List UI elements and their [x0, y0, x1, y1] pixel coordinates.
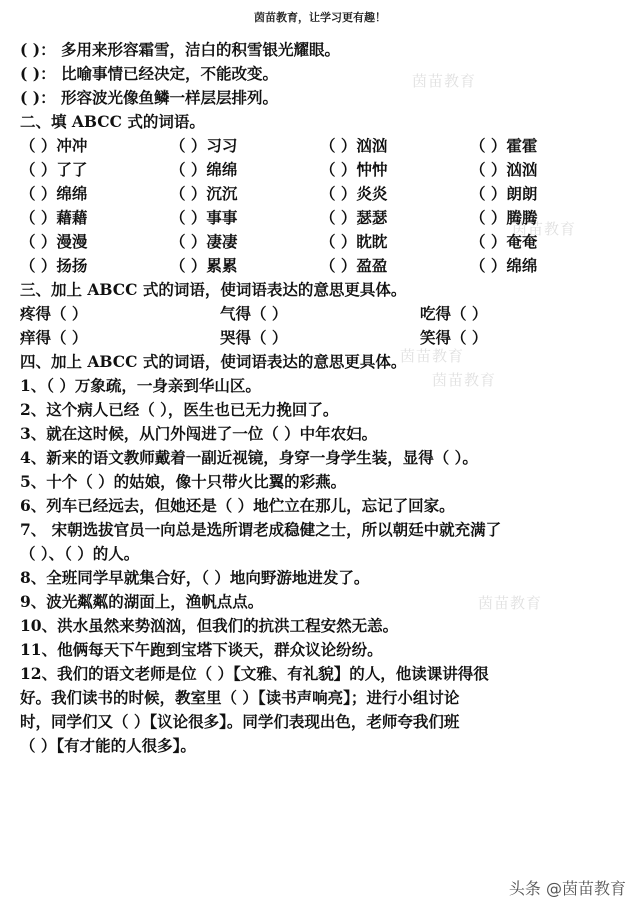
- exercise-line: 3、就在这时候，从门外闯进了一位（ ）中年农妇。: [20, 424, 378, 443]
- exercise-line: 7、 宋朝选拔官员一向总是选所谓老成稳健之士，所以朝廷中就充满了: [20, 520, 502, 539]
- abcc-blank: （ ）沉沉: [170, 184, 238, 203]
- abcc-blank: （ ）扬扬: [20, 256, 88, 275]
- abcc-blank: （ ）忡忡: [320, 160, 388, 179]
- exercise-line: 11、他俩每天下午跑到宝塔下谈天，群众议论纷纷。: [20, 640, 383, 659]
- section-2-title: 二、填 ABCC 式的词语。: [20, 112, 205, 131]
- phrase-blank: 气得（ ）: [220, 304, 288, 323]
- definition-line: ( )： 多用来形容霜雪，洁白的积雪银光耀眼。: [20, 40, 340, 59]
- abcc-row: [20, 182, 632, 206]
- exercise-line: 6、列车已经远去，但她还是（ ）地伫立在那儿，忘记了回家。: [20, 496, 455, 515]
- abcc-blank: （ ）瑟瑟: [320, 208, 388, 227]
- phrase-blank: 痒得（ ）: [20, 328, 88, 347]
- exercise-line: 12、我们的语文老师是位（ ）【文雅、有礼貌】的人，他读课讲得很: [20, 664, 489, 683]
- watermark: 茵苗教育: [478, 594, 543, 612]
- abcc-blank: （ ）习习: [170, 136, 238, 155]
- exercise-line: 好。我们读书的时候，教室里（ ）【读书声响亮】；进行小组讨论: [20, 688, 460, 707]
- abcc-blank: （ ）绵绵: [170, 160, 238, 179]
- phrase-blank: 疼得（ ）: [20, 304, 88, 323]
- abcc-blank: （ ）奄奄: [470, 232, 538, 251]
- phrase-blank: 吃得（ ）: [420, 304, 488, 323]
- abcc-blank: （ ）漫漫: [20, 232, 88, 251]
- definition-line: ( )： 形容波光像鱼鳞一样层层排列。: [20, 88, 278, 107]
- abcc-blank: （ ）朗朗: [470, 184, 538, 203]
- watermark: 茵苗教育: [432, 371, 497, 389]
- watermark: 茵苗教育: [512, 220, 577, 238]
- abcc-blank: （ ）汹汹: [320, 136, 388, 155]
- exercise-line: 时，同学们又（ ）【议论很多】。同学们表现出色，老师夸我们班: [20, 712, 460, 731]
- section-4-title: 四、加上 ABCC 式的词语，使词语表达的意思更具体。: [20, 352, 407, 371]
- page-header: 茵苗教育，让学习更有趣！: [254, 11, 386, 24]
- exercise-line: 5、十个（ ）的姑娘，像十只带火比翼的彩燕。: [20, 472, 347, 491]
- abcc-blank: （ ）事事: [170, 208, 238, 227]
- abcc-blank: （ ）藉藉: [20, 208, 88, 227]
- abcc-row: [20, 254, 632, 278]
- worksheet: [20, 38, 632, 758]
- phrase-row: [20, 302, 632, 326]
- phrase-blank: 笑得（ ）: [420, 328, 488, 347]
- exercise-line: 4、新来的语文教师戴着一副近视镜，身穿一身学生装，显得（ ）。: [20, 448, 478, 467]
- phrase-blank: 哭得（ ）: [220, 328, 288, 347]
- definition-line: ( )： 比喻事情已经决定，不能改变。: [20, 64, 278, 83]
- abcc-blank: （ ）冲冲: [20, 136, 88, 155]
- source-credit: 头条 @茵苗教育: [508, 879, 626, 898]
- abcc-blank: （ ）霍霍: [470, 136, 538, 155]
- exercise-line: 9、波光粼粼的湖面上，渔帆点点。: [20, 592, 264, 611]
- abcc-blank: （ ）凄凄: [170, 232, 238, 251]
- section-3-title: 三、加上 ABCC 式的词语，使词语表达的意思更具体。: [20, 280, 407, 299]
- exercise-line: 1、（ ）万象疏，一身亲到华山区。: [20, 376, 261, 395]
- abcc-row: [20, 134, 632, 158]
- abcc-blank: （ ）绵绵: [20, 184, 88, 203]
- exercise-line: 8、全班同学早就集合好，（ ）地向野游地进发了。: [20, 568, 370, 587]
- abcc-blank: （ ）累累: [170, 256, 238, 275]
- phrase-row: [20, 326, 632, 350]
- abcc-blank: （ ）盈盈: [320, 256, 388, 275]
- watermark: 茵苗教育: [412, 72, 477, 90]
- exercise-line: 10、洪水虽然来势汹汹，但我们的抗洪工程安然无恙。: [20, 616, 399, 635]
- exercise-line: （ ）【有才能的人很多】。: [20, 736, 196, 755]
- abcc-blank: （ ）了了: [20, 160, 88, 179]
- abcc-blank: （ ）炎炎: [320, 184, 388, 203]
- abcc-blank: （ ）绵绵: [470, 256, 538, 275]
- abcc-row: [20, 230, 632, 254]
- abcc-row: [20, 206, 632, 230]
- abcc-blank: （ ）汹汹: [470, 160, 538, 179]
- exercise-line: 2、这个病人已经（ ），医生也已无力挽回了。: [20, 400, 339, 419]
- abcc-blank: （ ）眈眈: [320, 232, 388, 251]
- abcc-blank: （ ）腾腾: [470, 208, 538, 227]
- abcc-row: [20, 158, 632, 182]
- exercise-line: （ ）、（ ）的人。: [20, 544, 140, 563]
- watermark: 茵苗教育: [400, 347, 465, 365]
